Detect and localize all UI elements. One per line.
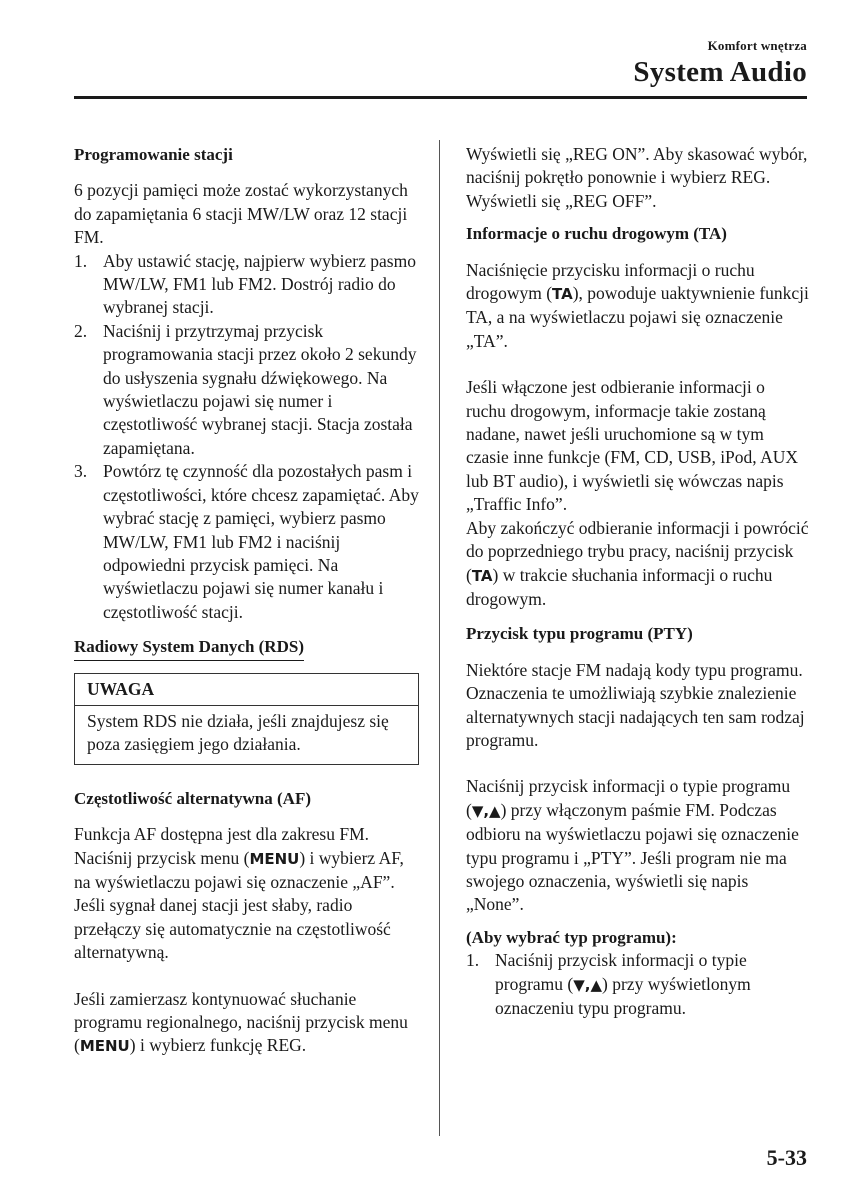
af-regional-text-1: Jeśli zamierzasz kontynuować słuchanie programu regionalnego, naciśnij przycisk menu ( — [74, 988, 408, 1056]
ta-button-label: TA — [471, 566, 493, 585]
step-text: Aby ustawić stację, najpierw wybierz pasmo MW/LW, FM1 lub FM2. Dostrój radio do wybranej stacji. — [103, 250, 416, 318]
rds-heading: Radiowy System Danych (RDS) — [74, 635, 304, 660]
programming-steps — [74, 250, 419, 625]
ta-paragraph-2: Jeśli włączone jest odbieranie informacji o ruchu drogowym, informacje takie zostaną nadane, nawet jeśli uruchomione są w tym czasie inne funkcje (FM, CD, USB, iPod, AUX lub BT audio), i wyświetli się wówczas napis „Traffic Info”. — [466, 377, 798, 515]
step-number: 2. — [74, 320, 88, 341]
pty-paragraph-1: Niektóre stacje FM nadają kody typu programu. Oznaczenia te umożliwiają szybkie znalezienie alternatywnych stacji nadających ten sam rodzaj programu. — [466, 659, 805, 750]
select-pty-steps — [466, 949, 809, 1020]
section-label: Komfort wnętrza — [707, 38, 807, 53]
af-heading: Częstotliwość alternatywna (AF) — [74, 788, 311, 808]
ta-text-2: ), powoduje uaktywnienie funkcji TA, a na wyświetlaczu pojawi się oznaczenie „TA”. — [466, 283, 809, 351]
menu-button-label: MENU — [79, 1037, 130, 1056]
step-text: Powtórz tę czynność dla pozostałych pasm i częstotliwości, które chcesz zapamiętać. Aby wybrać stację z pamięci, wybierz pasmo MW/LW, FM1 lub FM2 i naciśnij odpowiedni przycisk pamięci. Na wyświetlaczu pojawi się numer kanału i częstotliwość stacji. — [103, 461, 419, 622]
left-column — [74, 143, 419, 1059]
rds-heading-wrap — [74, 635, 419, 660]
list-item — [74, 460, 419, 624]
note-title: UWAGA — [75, 674, 418, 706]
step-text: Naciśnij i przytrzymaj przycisk programowania stacji przez około 2 sekundy do usłyszenia sygnału dźwiękowego. Na wyświetlaczu pojawi się numer i częstotliwość wybranej stacji. Stacja została zapamiętana. — [103, 320, 417, 458]
note-body: System RDS nie działa, jeśli znajdujesz się poza zasięgiem jego działania. — [87, 710, 389, 755]
list-item — [466, 949, 809, 1020]
step-number: 1. — [466, 950, 480, 971]
pty-text-2: ) przy włączonym paśmie FM. Podczas odbioru na wyświetlaczu pojawi się oznaczenie typu programu i „PTY”. Jeśli program nie ma swojego oznaczenia, wyświetli się napis „None”. — [466, 799, 799, 915]
ta-text-3: Aby zakończyć odbieranie informacji i powrócić do poprzedniego trybu pracy, naciśnij przycisk ( — [466, 517, 809, 585]
step-text-1: Naciśnij przycisk informacji o typie programu ( — [495, 950, 747, 994]
ta-text-1: Naciśnięcie przycisku informacji o ruchu drogowym ( — [466, 259, 755, 304]
ta-paragraph-1 — [466, 259, 809, 354]
step-text — [495, 950, 751, 1018]
list-item — [74, 320, 419, 460]
programming-heading: Programowanie stacji — [74, 145, 233, 164]
list-item — [74, 250, 419, 320]
af-regional-text-2: ) i wybierz funkcję REG. — [129, 1035, 307, 1056]
pty-text-1: Naciśnij przycisk informacji o typie programu ( — [466, 776, 791, 820]
pty-paragraph-2 — [466, 775, 809, 916]
down-up-arrow-icon: ▼,▲ — [573, 975, 603, 994]
right-column — [466, 143, 809, 1020]
reg-paragraph: Wyświetli się „REG ON”. Aby skasować wybór, naciśnij pokrętło ponownie i wybierz REG. Wyświetli się „REG OFF”. — [466, 144, 808, 211]
page-number: 5-33 — [766, 1145, 807, 1170]
ta-button-label: TA — [552, 285, 573, 304]
af-text-1: Funkcja AF dostępna jest dla zakresu FM. Naciśnij przycisk menu ( — [74, 824, 370, 868]
ta-heading: Informacje o ruchu drogowym (TA) — [466, 224, 727, 244]
down-up-arrow-icon: ▼,▲ — [471, 801, 501, 820]
page-title: System Audio — [633, 56, 807, 88]
af-paragraph — [74, 823, 419, 964]
note-box — [74, 673, 419, 765]
step-text-2: ) przy wyświetlonym oznaczeniu typu programu. — [495, 973, 751, 1018]
ta-paragraph-3 — [466, 517, 809, 612]
af-regional-paragraph — [74, 988, 419, 1059]
pty-heading: Przycisk typu programu (PTY) — [466, 624, 693, 644]
header-rule — [74, 96, 807, 99]
step-number: 1. — [74, 250, 88, 271]
menu-button-label: MENU — [249, 849, 300, 868]
step-number: 3. — [74, 461, 88, 482]
column-divider — [439, 140, 440, 1136]
programming-intro: 6 pozycji pamięci może zostać wykorzystanych do zapamiętania 6 stacji MW/LW oraz 12 stacji FM. — [74, 180, 408, 248]
ta-text-4: ) w trakcie słuchania informacji o ruchu drogowym. — [466, 564, 773, 609]
af-text-2: ) i wybierz AF, na wyświetlaczu pojawi się oznaczenie „AF”. Jeśli sygnał danej stacji jest słaby, radio przełączy się automatycznie na częstotliwość alternatywną. — [74, 847, 404, 963]
select-pty-heading: (Aby wybrać typ programu): — [466, 927, 677, 947]
